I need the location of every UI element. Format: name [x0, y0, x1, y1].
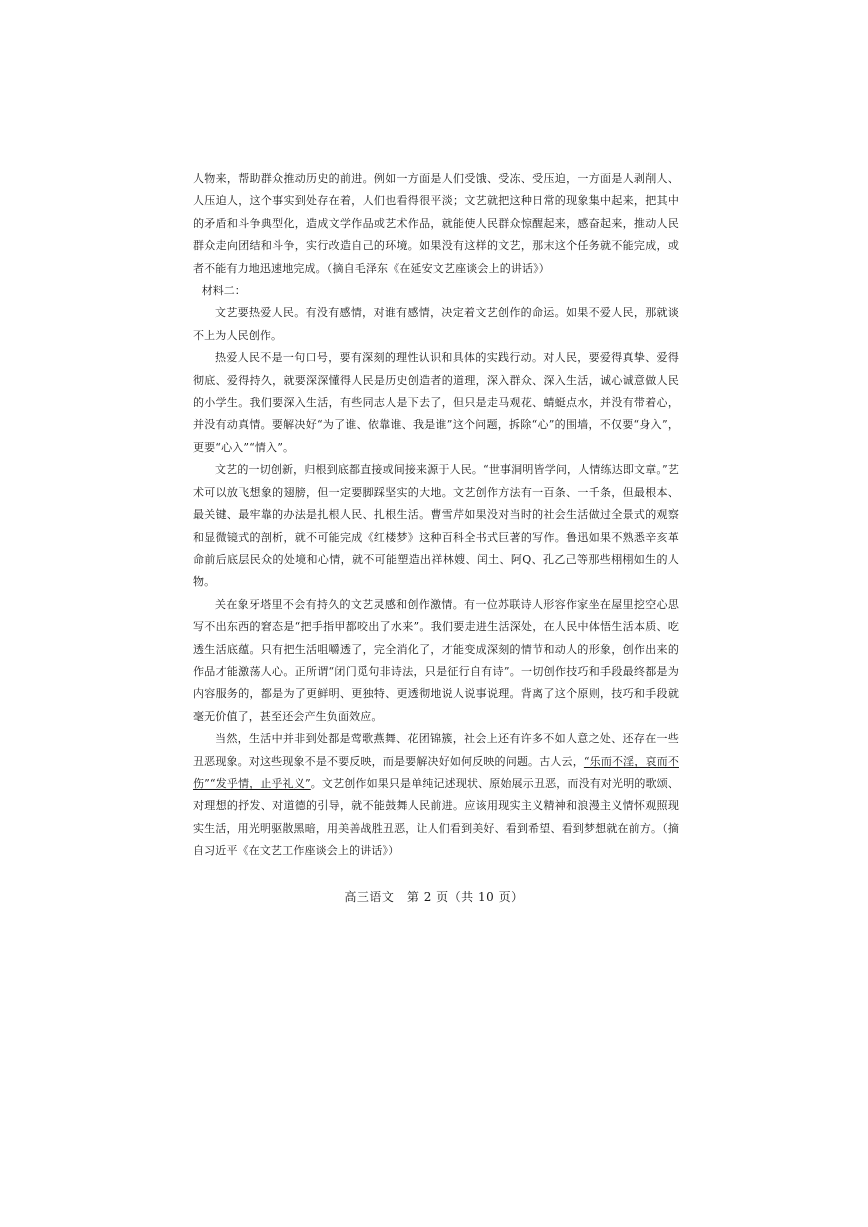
paragraph-3: 文艺的一切创新，归根到底都直接或间接来源于人民。“世事洞明皆学问，人情练达即文章。”艺术可以放飞想象的翅膀，但一定要脚踩坚实的大地。文艺创作方法有一百条、一千条，但最根本、最关键、最牢靠的办法是扎根人民、扎根生活。曹雪芹如果没对当时的社会生活做过全景式的观察和显微镜式的剖析，就不可能完成《红楼梦》这种百科全书式巨著的写作。鲁迅如果不熟悉辛亥革命前后底层民众的处境和心情，就不可能塑造出祥林嫂、闰土、阿Q、孔乙己等那些栩栩如生的人物。	[193, 463, 679, 589]
underlined-quote: “乐而不淫，哀而不伤”“发乎情，止乎礼义”	[193, 754, 679, 790]
material2-label: 材料二：	[201, 284, 246, 298]
text-body	[193, 168, 679, 863]
paragraph-2: 热爱人民不是一句口号，要有深刻的理性认识和具体的实践行动。对人民，要爱得真挚、爱得彻底、爱得持久，就要深深懂得人民是历史创造者的道理，深入群众、深入生活，诚心诚意做人民的小学生。我们要深入生活，有些同志人是下去了，但只是走马观花、蜻蜓点水，并没有带着心，并没有动真情。要解决好“为了谁、依靠谁、我是谁”这个问题，拆除“心”的围墙，不仅要“身入”，更要“心入”“情入”。	[193, 351, 679, 454]
paragraph-4: 关在象牙塔里不会有持久的文艺灵感和创作激情。有一位苏联诗人形容作家坐在屋里挖空心思写不出东西的窘态是“把手指甲都咬出了水来”。我们要走进生活深处，在人民中体悟生活本质、吃透生活底蕴。只有把生活咀嚼透了，完全消化了，才能变成深刻的情节和动人的形象，创作出来的作品才能激荡人心。正所谓“闭门觅句非诗法，只是征行自有诗”。一切创作技巧和手段最终都是为内容服务的，都是为了更鲜明、更独特、更透彻地说人说事说理。背离了这个原则，技巧和手段就毫无价值了，甚至还会产生负面效应。	[193, 597, 679, 723]
paragraph-material1-end: 人物来，帮助群众推动历史的前进。例如一方面是人们受饿、受冻、受压迫，一方面是人剥削人、人压迫人，这个事实到处存在着，人们也看得很平淡；文艺就把这种日常的现象集中起来，把其中的矛盾和斗争典型化，造成文学作品或艺术作品，就能使人民群众惊醒起来，感奋起来，推动人民群众走向团结和斗争，实行改造自己的环境。如果没有这样的文艺，那末这个任务就不能完成，或者不能有力地迅速地完成。（摘自毛泽东《在延安文艺座谈会上的讲话》）	[193, 172, 679, 275]
page-footer: 高三语文 第 2 页（共 10 页）	[344, 890, 524, 904]
paragraph-1: 文艺要热爱人民。有没有感情，对谁有感情，决定着文艺创作的命运。如果不爱人民，那就谈不上为人民创作。	[193, 306, 679, 342]
paragraph-5-part-a: 当然，生活中并非到处都是莺歌燕舞、花团锦簇，社会上还有许多不如人意之处、还存在一些丑恶现象。对这些现象不是不要反映，而是要解决好如何反映的问题。古人云，	[193, 732, 679, 768]
paragraph-5	[193, 728, 679, 862]
paragraph-5-part-b: 。文艺创作如果只是单纯记述现状、原始展示丑恶，而没有对光明的歌颂、对理想的抒发、对道德的引导，就不能鼓舞人民前进。应该用现实主义精神和浪漫主义情怀观照现实生活，用光明驱散黑暗，用美善战胜丑恶，让人们看到美好、看到希望、看到梦想就在前方。（摘自习近平《在文艺工作座谈会上的讲话》）	[193, 776, 680, 858]
